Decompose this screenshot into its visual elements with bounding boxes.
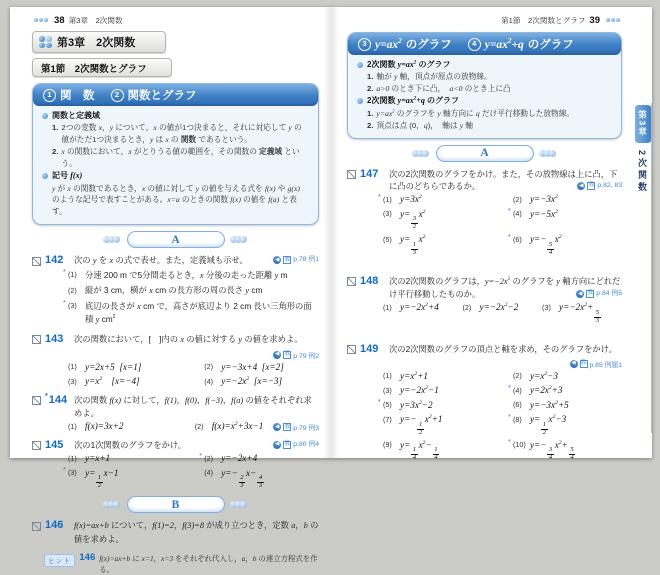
item-label: (3): [542, 302, 551, 312]
problem-item: [513, 399, 622, 411]
item-label: * (1): [63, 269, 77, 280]
textbook-icon: 教: [284, 441, 291, 448]
item-label: * (2): [199, 452, 214, 463]
rule-panel-title: [33, 84, 318, 106]
item-formula: $y=x^2$ [x=−4]: [85, 376, 140, 387]
item-formula: $f(x)=x^2+3x-1$: [211, 421, 264, 432]
textbook-ref-badge: [570, 359, 623, 369]
problem-items: [383, 301, 622, 324]
textbook-ref-badge: [273, 255, 319, 265]
section-divider-B: [32, 496, 319, 513]
item-formula: y=− $\frac{1}{2}$ $x^2+1$: [400, 414, 443, 436]
item-label: (9): [383, 440, 392, 450]
item-label: * (3): [63, 300, 77, 311]
problem-item: [68, 375, 194, 387]
item-label: (1): [68, 421, 77, 431]
problem-number: 145: [45, 438, 64, 451]
item-formula: y= $\frac{1}{3}$ $x^2$: [400, 234, 426, 256]
circled-number: 4: [468, 38, 481, 51]
rule-line-marker: 1.: [367, 72, 374, 82]
problem-item: [63, 269, 319, 282]
textbook-ref-text: p.80 例4: [293, 440, 319, 448]
problem-item: [507, 439, 622, 462]
item-formula: y=− $\frac{3}{4}$ $x^2+$ $\frac{5}{4}$: [529, 439, 574, 461]
item-formula: $y=3x^2-2$: [400, 399, 433, 410]
section-level-label: A: [127, 231, 225, 248]
item-label: (4): [204, 376, 214, 386]
textbook-ref-text: p.82, 83: [597, 182, 622, 190]
problem-item: [378, 399, 503, 411]
rule-title-part: [358, 36, 452, 52]
item-label: * (6): [507, 233, 522, 244]
page-right: [331, 7, 652, 461]
rule-line: [42, 183, 309, 219]
problem-item: [513, 193, 622, 205]
rule-line: [42, 122, 309, 146]
divider-dots-icon: [541, 150, 556, 157]
item-label: * (3): [63, 467, 77, 478]
problem-item: [68, 452, 194, 464]
section-heading-label: 第1節 2次関数とグラフ: [41, 63, 147, 75]
problem-statement: f(x)=ax+b について，f(1)=2，f(3)=8 が成り立つとき，定数 a，b の値を求めよ。: [74, 520, 319, 544]
hint-label: ヒント: [44, 554, 75, 567]
section-divider-A: [347, 145, 622, 162]
problem-items: [378, 370, 622, 462]
bullet-icon: [357, 62, 363, 68]
problem-item: [507, 233, 622, 256]
rule-title-part: [468, 36, 574, 52]
item-formula: $y=-2x^2-2$: [479, 302, 519, 313]
problem-statement: 次の関数 f(x) に対して，f(1)，f(0)，f(−3)，f(a) の値をそれぞれ求めよ。: [74, 394, 312, 418]
problem-item: [383, 384, 503, 396]
problems-left: [32, 231, 319, 575]
textbook-ref-text: p.85 例題1: [589, 361, 622, 369]
rule-title-text: のグラフ: [405, 39, 452, 51]
star-mark: *: [63, 467, 66, 475]
problem-head: [32, 439, 319, 451]
page-number: 39: [589, 14, 600, 26]
item-formula: $y=2x^2+3$: [529, 385, 563, 396]
item-label: (3): [68, 376, 77, 386]
textbook-icon: 教: [284, 350, 291, 357]
problem-item: [68, 420, 185, 432]
badge-row: [347, 356, 622, 369]
item-formula: y=x+1: [85, 453, 111, 464]
star-mark: *: [378, 399, 381, 407]
bullet-icon: [42, 113, 48, 119]
problem-item: [199, 452, 319, 464]
page-number: 38: [54, 14, 65, 26]
chapter-tab: [634, 105, 651, 194]
rule-title-text: のグラフ: [527, 39, 574, 51]
section-heading: [32, 58, 172, 77]
textbook-icon: 教: [580, 360, 587, 367]
problem-item: [63, 300, 319, 327]
problem-item: [507, 413, 622, 436]
hint-problem-number: 146: [79, 551, 96, 563]
item-formula: $y=-3x^2+5$: [529, 399, 569, 410]
rule-title-text: 関 数: [60, 90, 95, 102]
rule-panel-body: [348, 55, 621, 138]
link-icon: ◀: [571, 360, 576, 367]
badge-row: [32, 347, 319, 360]
problem-146: [32, 519, 319, 545]
checkbox-icon[interactable]: [32, 335, 41, 344]
problem-145: [32, 439, 319, 490]
problem-statement: 次の2次関数のグラフをかけ。また，その放物線は上に凸，下に凸のどちらであるか。 ◀ 教 p.82, 83: [389, 168, 622, 191]
rule-line-marker: 2.: [367, 120, 374, 130]
textbook-ref-text: p.79 例3: [293, 425, 319, 433]
item-label: (2): [68, 285, 77, 295]
textbook-ref-badge: [273, 350, 319, 360]
item-formula: y= $\frac{1}{4}$ $x^2-$ $\frac{1}{4}$: [400, 439, 438, 461]
problem-head: [347, 168, 622, 193]
link-icon: ◀: [275, 256, 280, 263]
rule-group-heading-text: 関数と定義域: [52, 111, 100, 120]
item-formula: y=− $\frac{2}{3}$ x− $\frac{4}{3}$: [221, 467, 263, 490]
item-text: 底辺の長さが x cm で，高さが底辺より 2 cm 長い三角形の面積 y $cm^2$: [85, 300, 312, 325]
textbook-ref-badge: [576, 289, 622, 299]
problem-items: [378, 193, 622, 256]
problem-number: 148: [360, 274, 379, 287]
item-formula: $y=-2x^2+4$: [400, 302, 439, 313]
rule-line-marker: 1.: [52, 123, 59, 133]
rule-line-marker: 2.: [367, 84, 374, 94]
star-mark: *: [507, 413, 511, 421]
checkbox-icon[interactable]: [347, 277, 356, 286]
problem-number: 143: [45, 332, 64, 345]
item-label: * (4): [507, 208, 522, 219]
rule-group-heading: [357, 59, 612, 71]
rule-title-math: $y=ax^2$: [375, 37, 402, 51]
item-label: (5): [383, 234, 392, 244]
textbook-icon: 教: [284, 256, 291, 263]
header-dots-icon: [606, 18, 620, 22]
textbook-icon: 教: [284, 423, 291, 430]
bullet-icon: [42, 173, 48, 179]
checkbox-icon[interactable]: [347, 345, 356, 354]
running-title: 第1節 2次関数とグラフ: [501, 15, 586, 25]
rule-title-part: [43, 87, 95, 103]
problem-item: [507, 208, 622, 231]
problem-item: [507, 384, 622, 396]
checkbox-icon[interactable]: [32, 522, 41, 531]
item-formula: y=−3x+4 [x=2]: [221, 361, 284, 372]
item-label: (3): [383, 209, 392, 219]
problem-head: [32, 254, 319, 267]
item-formula: $y=3x^2$: [400, 194, 422, 205]
item-label: (1): [68, 362, 77, 372]
item-label: * (10): [507, 439, 526, 450]
edge-rule: [651, 103, 652, 433]
divider-dots-icon: [414, 150, 429, 157]
circled-number: 1: [43, 89, 56, 102]
running-title: 第3章 2次関数: [68, 15, 123, 25]
item-formula: y=−2x+4: [221, 453, 258, 464]
star-mark: *: [507, 233, 511, 241]
rule-line-text: $y=ax^2$ のグラフを y 軸方向に q だけ平行移動した放物線。: [376, 108, 575, 118]
bullet-icon: [357, 98, 363, 104]
item-formula: $y=x^2+1$: [400, 370, 428, 381]
item-label: (2): [512, 371, 522, 381]
item-label: (1): [383, 371, 392, 381]
problem-head: [32, 519, 319, 545]
rule-line: [357, 71, 612, 83]
item-label: (1): [68, 453, 77, 463]
item-formula: y= $\frac{3}{2}$ $x^2$: [400, 208, 426, 231]
problem-item: [383, 301, 453, 324]
rule-line-text: a>0 のとき下に凸， a<0 のとき上に凸: [376, 84, 511, 94]
problem-items: [63, 269, 319, 327]
item-text: 分速 200 m で5分間走るとき，x 分後の走った距離 y m: [85, 269, 288, 280]
book-spread: [10, 7, 652, 575]
textbook-ref-text: p.79 例2: [293, 352, 319, 360]
problem-items: [68, 361, 319, 388]
section-level-label: A: [436, 145, 534, 162]
item-label: (7): [383, 414, 392, 424]
chapter-tab-label: 第3章: [635, 105, 651, 143]
item-label: (2): [194, 421, 204, 431]
item-label: * (1): [378, 193, 392, 204]
rule-line: [357, 120, 612, 132]
link-icon: ◀: [275, 350, 280, 357]
problem-item: [383, 413, 503, 436]
problem-statement: 次の関数において，[ ]内の x の値に対する y の値を求めよ。: [74, 333, 303, 344]
problem-144: [32, 394, 319, 433]
rule-panel-title: [348, 33, 621, 55]
textbook-ref-text: p.78 例1: [293, 256, 319, 264]
rule-line-text: 軸が y 軸，頂点が原点の放物線。: [376, 72, 492, 82]
problem-number: 146: [45, 519, 64, 532]
hint-row: [44, 553, 319, 575]
problem-item: [63, 467, 194, 490]
chapter-tab-subject: 2次関数: [637, 149, 647, 194]
checkbox-icon[interactable]: [32, 396, 41, 405]
star-mark: *: [507, 439, 511, 447]
rule-title-part: [111, 87, 197, 103]
item-label: (6): [512, 400, 522, 410]
textbook-icon: 教: [587, 290, 594, 297]
problem-statement: 次の y を x の式で表せ。また，定義域も示せ。 ◀ 教 p.78 例1: [74, 255, 319, 266]
star-mark: *: [63, 269, 66, 277]
rule-group-heading-text: 2次関数 $y=ax^2$ のグラフ: [367, 60, 451, 69]
problem-item: [513, 370, 622, 382]
rule-line-text: 頂点は点 (0，q)， 軸は y 軸: [376, 120, 473, 130]
problem-number: 147: [360, 167, 379, 180]
item-formula: y=2x+5 [x=1]: [85, 361, 142, 372]
problem-item: [204, 467, 319, 490]
divider-dots-icon: [105, 501, 120, 508]
problem-items: [68, 420, 319, 432]
item-formula: $y=-2x^2-1$: [400, 385, 439, 396]
checkbox-icon[interactable]: [32, 441, 41, 450]
rule-line-marker: 1.: [367, 108, 374, 118]
item-formula: $y=-5x^2$: [529, 208, 558, 219]
problem-148: [347, 275, 622, 325]
problem-statement: 次の2次関数のグラフは，$y=-2x^2$ のグラフを y 軸方向にどれだけ平行移動したものか。 ◀ 教 p.84 例5: [389, 275, 622, 299]
link-icon: ◀: [275, 423, 280, 430]
item-formula: y= $\frac{1}{2}$ $x^2-3$: [529, 414, 567, 436]
problem-item: [68, 361, 194, 373]
circled-number: 3: [358, 38, 371, 51]
checkbox-icon[interactable]: [347, 170, 356, 179]
problem-item: [383, 439, 503, 462]
item-label: (4): [204, 468, 214, 478]
checkbox-icon[interactable]: [32, 257, 41, 266]
divider-dots-icon: [232, 501, 247, 508]
item-label: (3): [383, 385, 392, 395]
rule-line-marker: 2.: [52, 147, 59, 157]
star-mark: *: [63, 300, 66, 308]
link-icon: ◀: [579, 182, 584, 189]
rule-title-math: $y=ax^2+q$: [484, 37, 524, 51]
section-divider-A: [32, 231, 319, 248]
problem-statement: 次の1次関数のグラフをかけ。 ◀ 教 p.80 例4: [74, 439, 319, 450]
rule-group-heading: [42, 110, 309, 122]
divider-dots-icon: [232, 236, 247, 243]
link-icon: ◀: [578, 290, 583, 297]
star-mark: *: [507, 384, 511, 392]
rule-line: [42, 146, 309, 170]
problem-item: [68, 284, 319, 297]
page-left: [10, 7, 331, 575]
problem-number: 149: [360, 342, 379, 355]
rule-panel-right: [347, 32, 622, 139]
problem-147: [347, 168, 622, 257]
hint-text: f(x)=ax+b に x=1，x=3 をそれぞれ代入し，a，b の連立方程式を作る。: [99, 553, 318, 575]
rule-line-text: y が x の関数であるとき，x の値に対して y の値を与える式を f(x) や g(x) のような記号で表すことがある。x=a のときの関数 f(x) の値を f(a) と表す。: [52, 183, 300, 217]
item-formula: $y=-2x^2+$ $\frac{5}{3}$: [559, 302, 600, 324]
problem-head: [347, 275, 622, 301]
section-level-label: B: [127, 496, 225, 513]
page-header-left: [32, 14, 319, 26]
star-mark: *: [378, 193, 381, 201]
rule-line-text: 2つの変数 x，y について，x の値が1つ決まると，それに対応して y の値がただ1つ決まるとき，y は x の 関数 であるという。: [61, 123, 302, 145]
item-text: 縦が 3 cm，横が x cm の長方形の周の長さ y cm: [85, 285, 263, 296]
rule-line: [357, 83, 612, 95]
problem-head: [32, 333, 319, 346]
rule-group-heading-text: 2次関数 $y=ax^2+q$ のグラフ: [367, 96, 460, 106]
item-formula: f(x)=3x+2: [85, 421, 124, 432]
problem-head: [32, 394, 319, 420]
textbook-icon: 教: [588, 182, 595, 189]
item-formula: $y=x^2-3$: [529, 370, 558, 381]
item-label: * (4): [507, 384, 522, 395]
problem-item: [204, 375, 319, 387]
problem-item: [378, 193, 503, 205]
rule-line-text: x の関数において，x がとりうる値の範囲を，その関数の 定義域 という。: [61, 147, 300, 169]
problem-item: [463, 301, 533, 324]
rule-panel-left: [32, 83, 319, 225]
item-formula: y=− $\frac{5}{4}$ $x^2$: [529, 234, 562, 256]
item-label: (2): [204, 362, 214, 372]
textbook-ref-text: p.84 例5: [596, 290, 622, 298]
divider-dots-icon: [105, 236, 120, 243]
problem-item: [383, 233, 503, 256]
chapter-dots-icon: [39, 36, 52, 48]
problem-142: [32, 254, 319, 326]
page-header-right: [347, 14, 622, 26]
problem-item: [195, 420, 319, 432]
problem-item: [204, 361, 319, 373]
rule-group-heading: [357, 95, 612, 107]
problem-item: [383, 370, 503, 382]
chapter-heading-label: 第3章 2次関数: [57, 37, 136, 49]
item-formula: y= $\frac{1}{2}$ x−1: [85, 467, 119, 490]
item-label: * (5): [378, 399, 392, 410]
rule-panel-body: [33, 106, 318, 224]
textbook-ref-badge: [273, 440, 319, 450]
item-label: * (8): [507, 413, 522, 424]
star-mark: *: [45, 392, 48, 400]
circled-number: 2: [111, 89, 124, 102]
link-icon: ◀: [275, 441, 280, 448]
item-label: (1): [383, 302, 392, 312]
problem-item: [383, 208, 503, 231]
item-label: (2): [462, 302, 472, 312]
problem-143: [32, 333, 319, 388]
rule-line: [357, 108, 612, 120]
problem-head: [347, 343, 622, 355]
rule-group-heading-text: 記号 f(x): [52, 171, 83, 181]
problem-number: * 144: [45, 392, 68, 406]
chapter-heading: [32, 31, 166, 53]
problem-items: [63, 452, 319, 490]
textbook-ref-badge: [577, 181, 622, 191]
item-label: (2): [512, 194, 522, 204]
problem-number: 142: [45, 254, 64, 267]
textbook-ref-badge: [273, 422, 319, 432]
item-formula: $y=-2x^2$ [x=−3]: [221, 376, 283, 387]
rule-group-heading: [42, 170, 309, 182]
star-mark: *: [507, 208, 511, 216]
header-dots-icon: [34, 18, 48, 22]
rule-title-text: 関数とグラフ: [127, 90, 197, 102]
problem-statement: 次の2次関数のグラフの頂点と軸を求め，そのグラフをかけ。: [389, 343, 617, 354]
star-mark: *: [199, 452, 202, 460]
item-formula: $y=-3x^2$: [529, 194, 558, 205]
problem-149: [347, 343, 622, 462]
problems-right: [347, 145, 622, 462]
problem-item: [542, 301, 622, 324]
